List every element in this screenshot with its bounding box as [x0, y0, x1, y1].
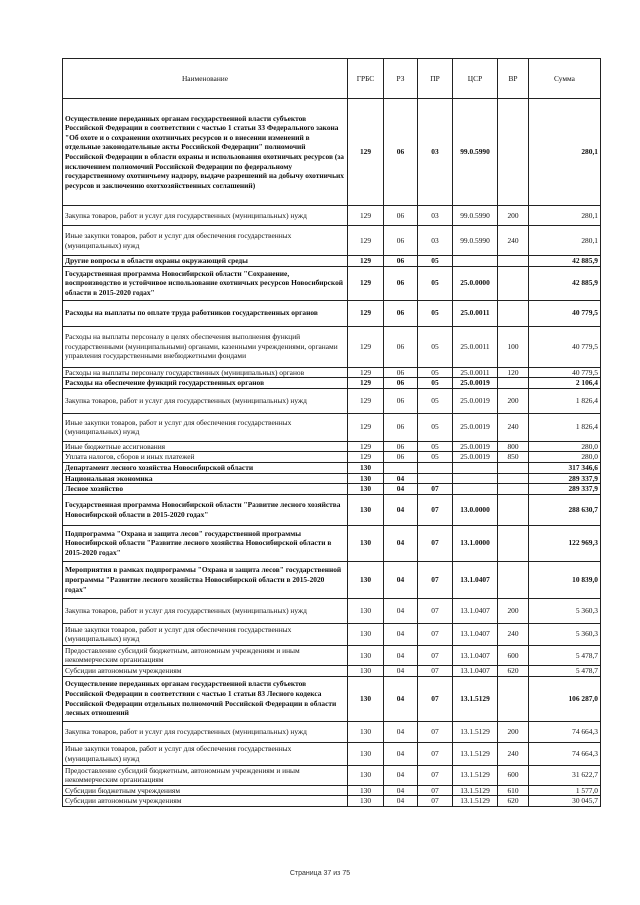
cell-vr: 600 [498, 765, 529, 785]
cell-name: Предоставление субсидий бюджетным, автономным учреждениям и иным некоммерческим организациям [63, 645, 348, 665]
table-row [63, 742, 601, 765]
cell-pr: 05 [418, 326, 453, 367]
cell-csr: 25.0.0019 [453, 388, 498, 413]
cell-grbs: 130 [348, 525, 384, 561]
cell-name: Субсидии автономным учреждениям [63, 796, 348, 807]
table-row [63, 326, 601, 367]
table-header-row [63, 59, 601, 99]
cell-csr [453, 484, 498, 495]
cell-rz: 06 [384, 266, 418, 300]
cell-rz: 04 [384, 765, 418, 785]
cell-sum: 280,1 [529, 206, 601, 226]
cell-rz: 04 [384, 645, 418, 665]
cell-name: Уплата налогов, сборов и иных платежей [63, 452, 348, 463]
cell-sum: 288 630,7 [529, 494, 601, 525]
cell-rz: 04 [384, 561, 418, 598]
table-row [63, 484, 601, 495]
cell-rz: 04 [384, 785, 418, 796]
cell-vr [498, 462, 529, 473]
cell-name: Предоставление субсидий бюджетным, автономным учреждениям и иным некоммерческим организациям [63, 765, 348, 785]
cell-csr: 99.0.5990 [453, 206, 498, 226]
cell-pr [418, 462, 453, 473]
cell-vr [498, 266, 529, 300]
cell-pr: 05 [418, 452, 453, 463]
cell-csr: 99.0.5990 [453, 226, 498, 256]
table-row [63, 300, 601, 326]
cell-pr: 05 [418, 256, 453, 267]
cell-grbs: 130 [348, 765, 384, 785]
cell-name: Государственная программа Новосибирской области "Сохранение, воспроизводство и устойчивое использование охотничьих ресурсов Новосибирской области в 2015-2020 годах" [63, 266, 348, 300]
cell-csr: 13.1.0407 [453, 623, 498, 645]
cell-csr [453, 462, 498, 473]
cell-pr: 07 [418, 561, 453, 598]
cell-rz: 04 [384, 623, 418, 645]
cell-pr: 07 [418, 796, 453, 807]
cell-rz: 06 [384, 388, 418, 413]
cell-sum: 31 622,7 [529, 765, 601, 785]
cell-grbs: 130 [348, 721, 384, 742]
header-pr: ПР [418, 59, 453, 99]
cell-name: Государственная программа Новосибирской области "Развитие лесного хозяйства Новосибирской области в 2015-2020 годах" [63, 494, 348, 525]
cell-grbs: 130 [348, 665, 384, 676]
cell-vr [498, 494, 529, 525]
cell-sum: 1 826,4 [529, 388, 601, 413]
cell-csr: 13.1.0407 [453, 561, 498, 598]
cell-csr: 25.0.0000 [453, 266, 498, 300]
cell-sum: 40 779,5 [529, 326, 601, 367]
cell-vr: 600 [498, 645, 529, 665]
cell-grbs: 129 [348, 367, 384, 378]
table-row [63, 796, 601, 807]
cell-vr [498, 256, 529, 267]
cell-vr: 200 [498, 388, 529, 413]
cell-name: Иные бюджетные ассигнования [63, 441, 348, 452]
cell-csr: 25.0.0019 [453, 452, 498, 463]
cell-grbs: 130 [348, 598, 384, 623]
cell-csr: 25.0.0019 [453, 378, 498, 389]
cell-grbs: 130 [348, 645, 384, 665]
cell-sum: 42 885,9 [529, 266, 601, 300]
cell-csr: 13.1.5129 [453, 721, 498, 742]
table-row [63, 206, 601, 226]
cell-name: Осуществление переданных органам государственной власти субъектов Российской Федерации в соответствии с частью 1 статьи 33 Федерального закона "Об охоте и о сохранении охотничьих ресурсов и о внесении изменений в отдельные законодательные акты Российской Федерации" полномочий Российской Федерации в области охраны и использования охотничьих ресурсов (за исключением полномочий Российской Федерации по федеральному государственному охотничьему надзору, выдаче разрешений на добычу охотничьих ресурсов и заключению охотхозяйственных соглашений) [63, 99, 348, 206]
cell-csr: 13.1.5129 [453, 742, 498, 765]
cell-vr [498, 676, 529, 721]
cell-pr: 07 [418, 742, 453, 765]
table-row [63, 266, 601, 300]
cell-csr: 25.0.0011 [453, 326, 498, 367]
cell-pr: 07 [418, 676, 453, 721]
cell-grbs: 130 [348, 742, 384, 765]
cell-csr: 13.1.0407 [453, 665, 498, 676]
table-row [63, 388, 601, 413]
cell-csr: 13.1.0407 [453, 598, 498, 623]
cell-grbs: 129 [348, 256, 384, 267]
cell-csr: 13.1.5129 [453, 676, 498, 721]
cell-vr [498, 378, 529, 389]
cell-name: Расходы на обеспечение функций государственных органов [63, 378, 348, 389]
cell-name: Закупка товаров, работ и услуг для государственных (муниципальных) нужд [63, 206, 348, 226]
cell-vr: 200 [498, 598, 529, 623]
cell-vr: 240 [498, 742, 529, 765]
cell-grbs: 129 [348, 441, 384, 452]
cell-pr: 05 [418, 413, 453, 441]
cell-sum: 1 826,4 [529, 413, 601, 441]
cell-pr: 05 [418, 441, 453, 452]
cell-grbs: 130 [348, 561, 384, 598]
cell-vr [498, 525, 529, 561]
table-row [63, 645, 601, 665]
cell-rz: 06 [384, 452, 418, 463]
cell-vr [498, 300, 529, 326]
cell-vr [498, 99, 529, 206]
cell-name: Мероприятия в рамках подпрограммы "Охрана и защита лесов" государственной программы "Развитие лесного хозяйства Новосибирской области в 2015-2020 годах" [63, 561, 348, 598]
cell-name: Расходы на выплаты персоналу в целях обеспечения выполнения функций государственными (муниципальными) органами, казенными учреждениями, органами управления государственными внебюджетными фондами [63, 326, 348, 367]
cell-csr: 13.1.5129 [453, 785, 498, 796]
cell-sum: 5 478,7 [529, 645, 601, 665]
cell-rz: 06 [384, 226, 418, 256]
cell-name: Другие вопросы в области охраны окружающей среды [63, 256, 348, 267]
cell-name: Департамент лесного хозяйства Новосибирской области [63, 462, 348, 473]
page-number: Страница 37 из 75 [289, 870, 351, 877]
cell-name: Закупка товаров, работ и услуг для государственных (муниципальных) нужд [63, 721, 348, 742]
table-row [63, 721, 601, 742]
cell-grbs: 129 [348, 226, 384, 256]
cell-sum: 280,1 [529, 99, 601, 206]
cell-name: Закупка товаров, работ и услуг для государственных (муниципальных) нужд [63, 598, 348, 623]
cell-csr: 25.0.0019 [453, 413, 498, 441]
cell-vr: 200 [498, 206, 529, 226]
cell-rz: 04 [384, 796, 418, 807]
cell-pr: 07 [418, 721, 453, 742]
cell-sum: 40 779,5 [529, 300, 601, 326]
table-row [63, 525, 601, 561]
cell-rz: 06 [384, 206, 418, 226]
table-row [63, 256, 601, 267]
cell-rz: 06 [384, 256, 418, 267]
cell-vr [498, 561, 529, 598]
cell-pr: 07 [418, 623, 453, 645]
cell-vr [498, 484, 529, 495]
cell-csr [453, 473, 498, 484]
table-row [63, 378, 601, 389]
cell-grbs: 129 [348, 266, 384, 300]
cell-vr: 200 [498, 721, 529, 742]
cell-csr: 13.0.0000 [453, 494, 498, 525]
cell-sum: 289 337,9 [529, 484, 601, 495]
cell-pr: 07 [418, 645, 453, 665]
cell-grbs: 130 [348, 462, 384, 473]
cell-pr: 05 [418, 367, 453, 378]
header-sum: Сумма [529, 59, 601, 99]
cell-name: Осуществление переданных органам государственной власти субъектов Российской Федерации в соответствии с частью 1 статьи 83 Лесного кодекса Российской Федерации отдельных полномочий Российской Федерации в области лесных отношений [63, 676, 348, 721]
cell-sum: 5 360,3 [529, 598, 601, 623]
header-vr: ВР [498, 59, 529, 99]
cell-pr: 07 [418, 665, 453, 676]
table-row [63, 226, 601, 256]
cell-sum: 40 779,5 [529, 367, 601, 378]
cell-pr: 05 [418, 378, 453, 389]
cell-vr: 850 [498, 452, 529, 463]
cell-grbs: 130 [348, 785, 384, 796]
table-row [63, 99, 601, 206]
header-csr: ЦСР [453, 59, 498, 99]
cell-grbs: 130 [348, 623, 384, 645]
cell-rz: 04 [384, 484, 418, 495]
cell-pr: 07 [418, 525, 453, 561]
table-row [63, 561, 601, 598]
table-row [63, 441, 601, 452]
cell-csr: 13.1.5129 [453, 796, 498, 807]
cell-pr: 07 [418, 494, 453, 525]
cell-rz: 04 [384, 494, 418, 525]
cell-sum: 280,1 [529, 226, 601, 256]
cell-grbs: 129 [348, 388, 384, 413]
cell-vr: 240 [498, 413, 529, 441]
cell-sum: 289 337,9 [529, 473, 601, 484]
header-name: Наименование [63, 59, 348, 99]
header-grbs: ГРБС [348, 59, 384, 99]
table-row [63, 598, 601, 623]
cell-rz: 06 [384, 99, 418, 206]
cell-name: Иные закупки товаров, работ и услуг для обеспечения государственных (муниципальных) нужд [63, 226, 348, 256]
cell-sum: 42 885,9 [529, 256, 601, 267]
cell-rz: 04 [384, 665, 418, 676]
cell-name: Закупка товаров, работ и услуг для государственных (муниципальных) нужд [63, 388, 348, 413]
cell-grbs: 130 [348, 676, 384, 721]
cell-grbs: 129 [348, 378, 384, 389]
cell-name: Субсидии автономным учреждениям [63, 665, 348, 676]
cell-pr: 05 [418, 266, 453, 300]
table-row [63, 452, 601, 463]
cell-rz: 04 [384, 473, 418, 484]
cell-sum: 74 664,3 [529, 721, 601, 742]
cell-pr: 07 [418, 785, 453, 796]
table-row [63, 676, 601, 721]
cell-csr: 13.1.0407 [453, 645, 498, 665]
table-row [63, 367, 601, 378]
cell-vr: 120 [498, 367, 529, 378]
cell-sum: 317 346,6 [529, 462, 601, 473]
cell-rz: 06 [384, 413, 418, 441]
cell-sum: 74 664,3 [529, 742, 601, 765]
cell-vr: 240 [498, 623, 529, 645]
cell-grbs: 129 [348, 206, 384, 226]
cell-name: Национальная экономика [63, 473, 348, 484]
cell-rz: 04 [384, 742, 418, 765]
table-row [63, 462, 601, 473]
cell-vr: 800 [498, 441, 529, 452]
cell-pr: 05 [418, 388, 453, 413]
cell-pr [418, 473, 453, 484]
cell-name: Расходы на выплаты персоналу государственных (муниципальных) органов [63, 367, 348, 378]
header-rz: РЗ [384, 59, 418, 99]
cell-pr: 07 [418, 765, 453, 785]
cell-grbs: 129 [348, 413, 384, 441]
cell-name: Расходы на выплаты по оплате труда работников государственных органов [63, 300, 348, 326]
cell-pr: 07 [418, 598, 453, 623]
cell-vr: 100 [498, 326, 529, 367]
table-row [63, 665, 601, 676]
cell-csr: 13.1.0000 [453, 525, 498, 561]
cell-rz: 06 [384, 378, 418, 389]
cell-csr: 99.0.5990 [453, 99, 498, 206]
cell-grbs: 129 [348, 326, 384, 367]
cell-csr: 25.0.0011 [453, 300, 498, 326]
cell-name: Субсидии бюджетным учреждениям [63, 785, 348, 796]
cell-grbs: 129 [348, 300, 384, 326]
cell-sum: 2 106,4 [529, 378, 601, 389]
cell-vr: 620 [498, 665, 529, 676]
cell-name: Иные закупки товаров, работ и услуг для обеспечения государственных (муниципальных) нужд [63, 413, 348, 441]
cell-pr: 05 [418, 300, 453, 326]
cell-sum: 1 577,0 [529, 785, 601, 796]
cell-sum: 5 478,7 [529, 665, 601, 676]
cell-pr: 03 [418, 206, 453, 226]
table-row [63, 413, 601, 441]
cell-vr: 620 [498, 796, 529, 807]
cell-grbs: 129 [348, 452, 384, 463]
cell-name: Лесное хозяйство [63, 484, 348, 495]
cell-csr [453, 256, 498, 267]
cell-rz: 06 [384, 367, 418, 378]
cell-grbs: 129 [348, 99, 384, 206]
cell-vr: 240 [498, 226, 529, 256]
cell-sum: 106 287,0 [529, 676, 601, 721]
cell-vr [498, 473, 529, 484]
cell-sum: 10 839,0 [529, 561, 601, 598]
budget-table [62, 58, 601, 807]
cell-sum: 280,0 [529, 441, 601, 452]
cell-grbs: 130 [348, 494, 384, 525]
cell-sum: 5 360,3 [529, 623, 601, 645]
cell-rz: 06 [384, 300, 418, 326]
cell-rz: 04 [384, 598, 418, 623]
table-row [63, 473, 601, 484]
table-row [63, 494, 601, 525]
cell-rz: 06 [384, 326, 418, 367]
cell-name: Подпрограмма "Охрана и защита лесов" государственной программы Новосибирской области "Развитие лесного хозяйства Новосибирской области в 2015-2020 годах" [63, 525, 348, 561]
cell-sum: 122 969,3 [529, 525, 601, 561]
cell-pr: 03 [418, 226, 453, 256]
cell-csr: 13.1.5129 [453, 765, 498, 785]
cell-pr: 07 [418, 484, 453, 495]
cell-rz: 06 [384, 441, 418, 452]
cell-rz: 04 [384, 525, 418, 561]
cell-csr: 25.0.0019 [453, 441, 498, 452]
cell-pr: 03 [418, 99, 453, 206]
cell-sum: 30 045,7 [529, 796, 601, 807]
cell-rz: 04 [384, 676, 418, 721]
cell-grbs: 130 [348, 484, 384, 495]
cell-name: Иные закупки товаров, работ и услуг для обеспечения государственных (муниципальных) нужд [63, 623, 348, 645]
cell-rz [384, 462, 418, 473]
cell-sum: 280,0 [529, 452, 601, 463]
cell-grbs: 130 [348, 796, 384, 807]
table-row [63, 765, 601, 785]
table-row [63, 623, 601, 645]
cell-grbs: 130 [348, 473, 384, 484]
cell-csr: 25.0.0011 [453, 367, 498, 378]
cell-vr: 610 [498, 785, 529, 796]
table-row [63, 785, 601, 796]
cell-name: Иные закупки товаров, работ и услуг для обеспечения государственных (муниципальных) нужд [63, 742, 348, 765]
cell-rz: 04 [384, 721, 418, 742]
